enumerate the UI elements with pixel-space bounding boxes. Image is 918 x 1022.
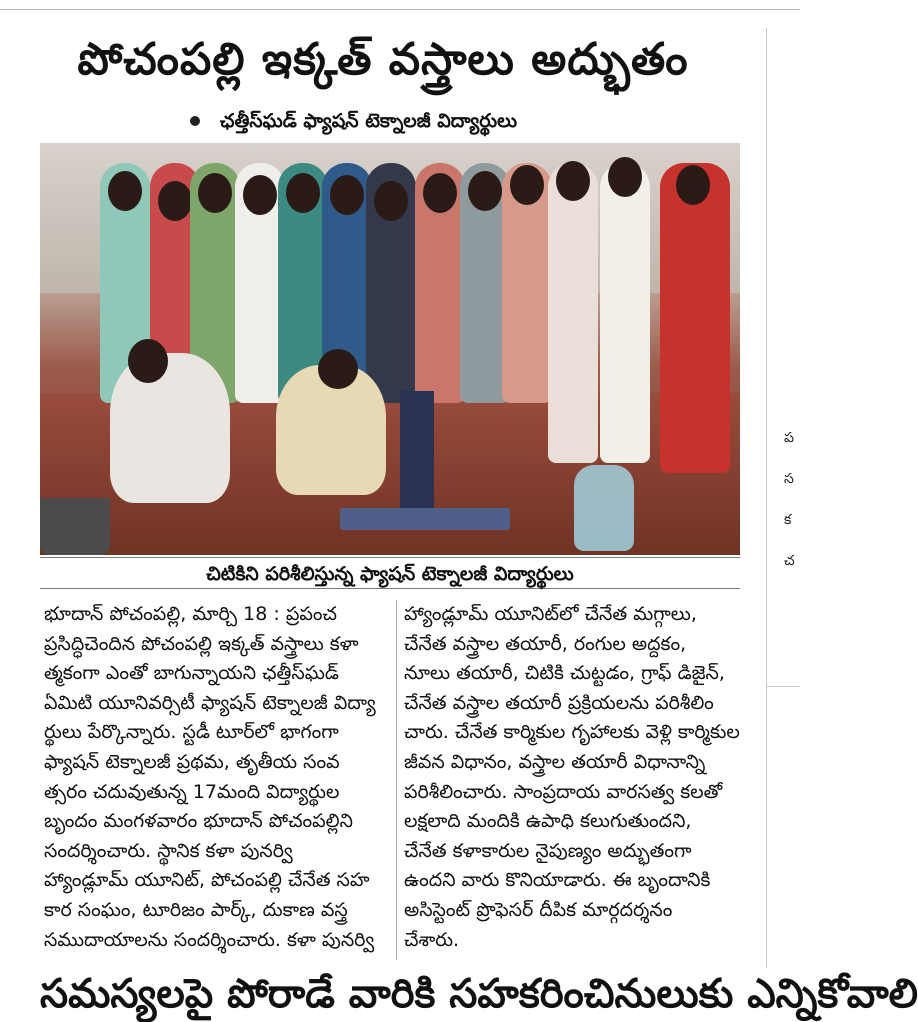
photo-figure-head (243, 175, 277, 215)
body-line: లక్షలాది మందికి ఉపాధి కలుగుతుందని, (404, 810, 692, 833)
photo-figure-head (330, 175, 364, 215)
edge-glyph: క (784, 512, 792, 528)
photo-figure-head (510, 165, 544, 205)
body-line: చేనేత వస్త్రాల తయారీ, రంగుల అద్దకం, (404, 632, 687, 655)
body-line: కార సంఘం, టూరిజం పార్క్, దుకాణ వస్త్ర (44, 898, 348, 921)
body-line: చేనేత వస్త్రాల తయారీ ప్రక్రియలను పరిశీలిం (404, 691, 714, 714)
body-line: చారు. చేనేత కార్మికుల గృహాలకు వెళ్లి కార్మికుల (404, 721, 740, 744)
photo-ikat-cloth (400, 391, 434, 519)
photo-figure-head (108, 171, 142, 211)
photo-figure-head (468, 171, 502, 211)
body-line: నూలు తయారీ, చిటికి చుట్టడం, గ్రాఫ్ డిజైన్, (404, 662, 725, 685)
body-line: ప్రసిద్ధిచెందిన పోచంపల్లి ఇక్కత్ వస్త్రాలు కళా (44, 632, 359, 655)
body-line: పరిశీలించారు. సాంప్రదాయ వారసత్వ కలతో (404, 780, 723, 803)
photo-figure-head (286, 173, 320, 213)
photo-bucket (40, 498, 110, 555)
photo-figure-head (676, 165, 710, 205)
adjacent-column-edge (784, 430, 800, 690)
next-article-headline: సమస్యలపై పోరాడే వారికి సహకరించినులుకు ఎన్నికోవాలి (40, 971, 918, 1017)
text-column-divider (396, 600, 397, 960)
body-line: జీవన విధానం, వస్త్రాల తయారీ విధానాన్ని (404, 750, 706, 773)
article-body-left-column (44, 600, 390, 955)
subheading-text: ఛత్తీస్‌ఘడ్ ఫ్యాషన్ టెక్నాలజీ విద్యార్థులు (220, 110, 518, 132)
body-line: చేశారు. (404, 928, 460, 951)
photo-weaver (110, 353, 230, 503)
body-line: ఫ్యాషన్ టెక్నాలజీ ప్రథమ, తృతీయ సంవ (44, 750, 340, 773)
column-divider (766, 28, 767, 968)
photo-figure (600, 163, 650, 463)
photo-figure (660, 163, 730, 473)
body-line: సముదాయాలను సందర్శించారు. కళా పునర్వి (44, 928, 375, 951)
body-line: హ్యాండ్లూమ్ యూనిట్, పోచంపల్లి చేనేత సహ (44, 869, 370, 892)
body-line: త్సరం చదువుతున్న 17మంది విద్యార్థుల (44, 780, 340, 803)
body-line: చేనేత కళాకారుల నైపుణ్యం అద్భుతంగా (404, 839, 692, 862)
body-line: ఏమిటి యూనివర్సిటీ ఫ్యాషన్ టెక్నాలజీ విద్యా (44, 691, 376, 714)
article-subheading (190, 108, 610, 134)
photo-figure (548, 163, 598, 463)
photo-figure-head (374, 181, 408, 221)
edge-glyph: ప (784, 430, 794, 446)
bullet-icon (190, 116, 200, 126)
photo-caption: చిటికిని పరిశీలిస్తున్న ఫ్యాషన్ టెక్నాలజీ విద్యార్థులు (40, 557, 740, 589)
body-line: అసిస్టెంట్ ప్రొఫెసర్ దీపిక మార్గదర్శనం (404, 898, 673, 921)
body-line: సందర్శించారు. స్థానిక కళా పునర్వి (44, 839, 293, 862)
photo-figure-head (423, 173, 457, 213)
body-line: ఉందని వారు కొనియాడారు. ఈ బృందానికి (404, 869, 711, 892)
photo-weaver-head (318, 349, 358, 389)
photo-water-can (574, 465, 634, 551)
body-line: హ్యాండ్లూమ్ యూనిట్‌లో చేనేత మగ్గాలు, (404, 603, 697, 625)
article-headline: పోచంపల్లి ఇక్కత్ వస్త్రాలు అద్భుతం (77, 34, 689, 85)
photo-figure-head (556, 161, 590, 201)
photo-figure-head (198, 173, 232, 213)
photo-weaver-head (128, 339, 168, 383)
photo-figure-head (608, 157, 642, 197)
page-top-strip (0, 0, 800, 10)
body-line: ర్థులు పేర్కొన్నారు. స్టడీ టూర్‌లో భాగంగా (44, 721, 339, 744)
photo-loom-frame (340, 508, 510, 530)
edge-glyph: స (784, 471, 794, 487)
body-line: బృందం మంగళవారం భూదాన్ పోచంపల్లిని (44, 810, 353, 833)
photo-figure-head (158, 181, 192, 221)
article-body-right-column (404, 600, 748, 955)
body-line: భూదాన్ పోచంపల్లి, మార్చి 18 : ప్రపంచ (44, 603, 337, 625)
edge-glyph: చ (784, 553, 795, 569)
body-line: త్మకంగా ఎంతో బాగున్నాయని ఛత్తీస్‌ఘడ్ (44, 662, 339, 685)
article-photo (40, 143, 740, 555)
